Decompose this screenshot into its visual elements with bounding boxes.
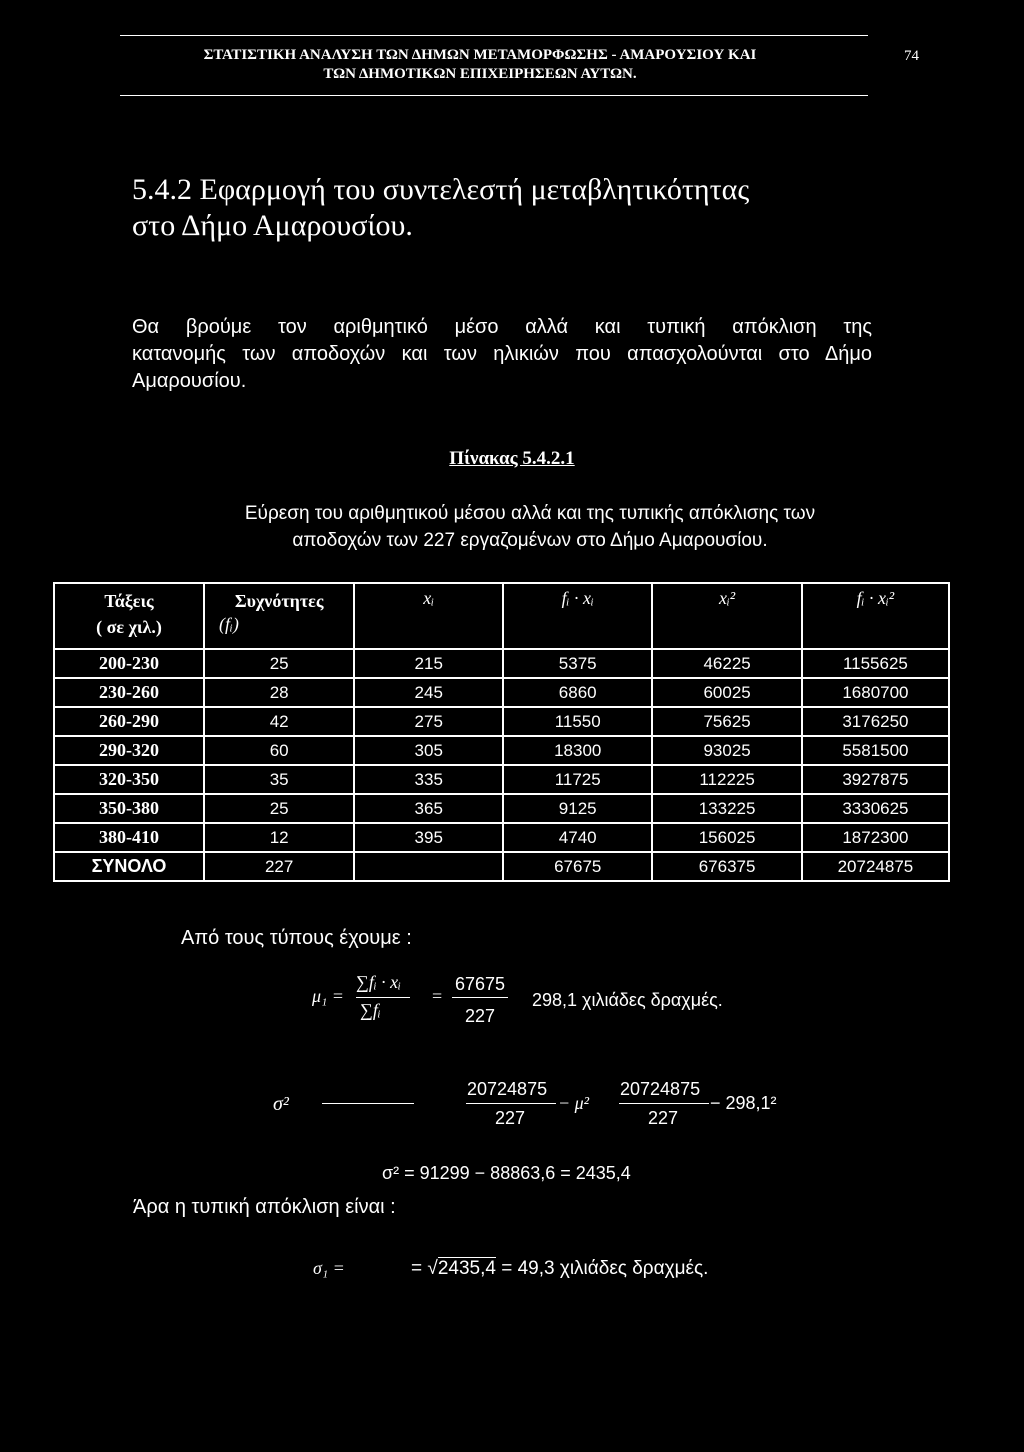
table-cell: 60025	[652, 678, 802, 707]
formula-intro: Από τους τύπους έχουμε :	[181, 927, 412, 949]
table-cell: 3176250	[802, 707, 949, 736]
table-cell: 75625	[652, 707, 802, 736]
mu-equals: =	[432, 986, 443, 1006]
table-cell: 1155625	[802, 649, 949, 678]
sigma2-denominator-2: 227	[648, 1108, 679, 1128]
table-row	[54, 794, 949, 823]
sigma2-minus-value: − 298,1²	[710, 1093, 777, 1113]
table-cell: 156025	[652, 823, 802, 852]
table-cell: 93025	[652, 736, 802, 765]
conclusion-text: Άρα η τυπική απόκλιση είναι :	[133, 1196, 396, 1218]
table-cell: 395	[354, 823, 503, 852]
table-cell: 6860	[503, 678, 652, 707]
table-total-row	[54, 852, 949, 881]
sigma2-numerator-2: 20724875	[620, 1079, 701, 1099]
table-cell: 42	[204, 707, 354, 736]
table-cell	[354, 852, 503, 881]
table-cell: 5375	[503, 649, 652, 678]
table-cell: 20724875	[802, 852, 949, 881]
table-cell: 112225	[652, 765, 802, 794]
header-fixi: fᵢ · xᵢ	[503, 583, 652, 649]
table-cell: 4740	[503, 823, 652, 852]
sigma1-symbol: σ₁ =	[313, 1258, 345, 1278]
table-cell: ΣΥΝΟΛΟ	[54, 852, 204, 881]
header-top-rule	[120, 35, 868, 36]
sqrt-radicand: 2435,4	[437, 1258, 496, 1279]
earnings-table	[53, 582, 950, 882]
section-heading	[132, 172, 749, 244]
sqrt-sign: √	[427, 1258, 438, 1279]
table-caption	[200, 500, 860, 554]
table-cell: 3330625	[802, 794, 949, 823]
table-cell: 365	[354, 794, 503, 823]
table-cell: 3927875	[802, 765, 949, 794]
sigma2-numerator-1: 20724875	[467, 1079, 548, 1099]
section-heading-line1: 5.4.2 Εφαρμογή του συντελεστή μεταβλητικότητας	[132, 173, 750, 206]
table-cell: 18300	[503, 736, 652, 765]
header-bottom-rule	[120, 95, 868, 96]
mu-fraction-bar	[356, 997, 410, 998]
table-title: Πίνακας 5.4.2.1	[449, 448, 575, 469]
table-cell: 290-320	[54, 736, 204, 765]
table-cell: 25	[204, 649, 354, 678]
table-cell: 305	[354, 736, 503, 765]
table-cell: 676375	[652, 852, 802, 881]
sigma2-equals-rule	[322, 1103, 414, 1104]
table-cell: 1872300	[802, 823, 949, 852]
intro-line2: κατανομής των αποδοχών και των ηλικιών που απασχολούνται στο Δήμο	[132, 343, 872, 365]
table-cell: 11550	[503, 707, 652, 736]
table-cell: 275	[354, 707, 503, 736]
table-cell: 335	[354, 765, 503, 794]
table-cell: 46225	[652, 649, 802, 678]
sigma2-fraction-bar-2	[619, 1103, 709, 1104]
table-caption-line2: αποδοχών των 227 εργαζομένων στο Δήμο Αμαρουσίου.	[292, 530, 768, 551]
sigma1-result: = √2435,4 = 49,3 χιλιάδες δραχμές.	[411, 1258, 709, 1279]
sigma2-symbol: σ²	[273, 1093, 289, 1115]
sigma2-minus-mu2: − μ²	[558, 1093, 590, 1113]
table-row	[54, 765, 949, 794]
sigma2-fraction-bar-1	[466, 1103, 556, 1104]
table-cell: 230-260	[54, 678, 204, 707]
mu-symbol: μ₁ =	[312, 986, 344, 1006]
table-cell: 9125	[503, 794, 652, 823]
mu-denominator: ∑fᵢ	[360, 1000, 381, 1020]
table-cell: 28	[204, 678, 354, 707]
mu-denominator-value: 227	[465, 1006, 496, 1026]
table-cell: 60	[204, 736, 354, 765]
table-caption-line1: Εύρεση του αριθμητικού μέσου αλλά και της τυπικής απόκλισης των	[244, 503, 816, 524]
table-cell: 133225	[652, 794, 802, 823]
running-header-line1: ΣΤΑΤΙΣΤΙΚΗ ΑΝΑΛΥΣΗ ΤΩΝ ΔΗΜΩΝ ΜΕΤΑΜΟΡΦΩΣΗΣ - ΑΜΑΡΟΥΣΙΟΥ ΚΑΙ	[203, 47, 757, 63]
header-fixi2: fᵢ · xᵢ²	[802, 583, 949, 649]
intro-line1: Θα βρούμε τον αριθμητικό μέσο αλλά και τυπική απόκλιση της	[132, 316, 872, 338]
table-cell: 25	[204, 794, 354, 823]
sigma2-denominator-1: 227	[495, 1108, 526, 1128]
table-cell: 380-410	[54, 823, 204, 852]
sigma2-result: σ² = 91299 − 88863,6 = 2435,4	[382, 1163, 631, 1183]
table-row	[54, 707, 949, 736]
table-cell: 320-350	[54, 765, 204, 794]
table-cell: 1680700	[802, 678, 949, 707]
mu-value-bar	[452, 997, 508, 998]
table-row	[54, 649, 949, 678]
intro-paragraph	[132, 314, 872, 395]
table-header-row	[54, 583, 949, 649]
header-frequencies: Συχνότητες (fᵢ)	[204, 583, 354, 649]
table-cell: 12	[204, 823, 354, 852]
table-cell: 200-230	[54, 649, 204, 678]
table-cell: 227	[204, 852, 354, 881]
table-cell: 5581500	[802, 736, 949, 765]
table-cell: 260-290	[54, 707, 204, 736]
table-cell: 350-380	[54, 794, 204, 823]
table-cell: 11725	[503, 765, 652, 794]
intro-line3: Αμαρουσίου.	[132, 370, 247, 392]
table-cell: 245	[354, 678, 503, 707]
running-header-line2: ΤΩΝ ΔΗΜΟΤΙΚΩΝ ΕΠΙΧΕΙΡΗΣΕΩΝ ΑΥΤΩΝ.	[323, 66, 637, 82]
table-cell: 215	[354, 649, 503, 678]
header-xi2: xᵢ²	[652, 583, 802, 649]
table-cell: 67675	[503, 852, 652, 881]
header-classes: Τάξεις ( σε χιλ.)	[54, 583, 204, 649]
mu-numerator: ∑fᵢ · xᵢ	[356, 972, 402, 992]
table-row	[54, 823, 949, 852]
table-cell: 35	[204, 765, 354, 794]
running-header	[120, 46, 840, 84]
mu-result: 298,1 χιλιάδες δραχμές.	[532, 990, 723, 1010]
mu-numerator-value: 67675	[455, 974, 506, 994]
page-number: 74	[904, 48, 919, 64]
table-row	[54, 678, 949, 707]
header-xi: xᵢ	[354, 583, 503, 649]
section-heading-line2: στο Δήμο Αμαρουσίου.	[132, 209, 413, 242]
table-row	[54, 736, 949, 765]
